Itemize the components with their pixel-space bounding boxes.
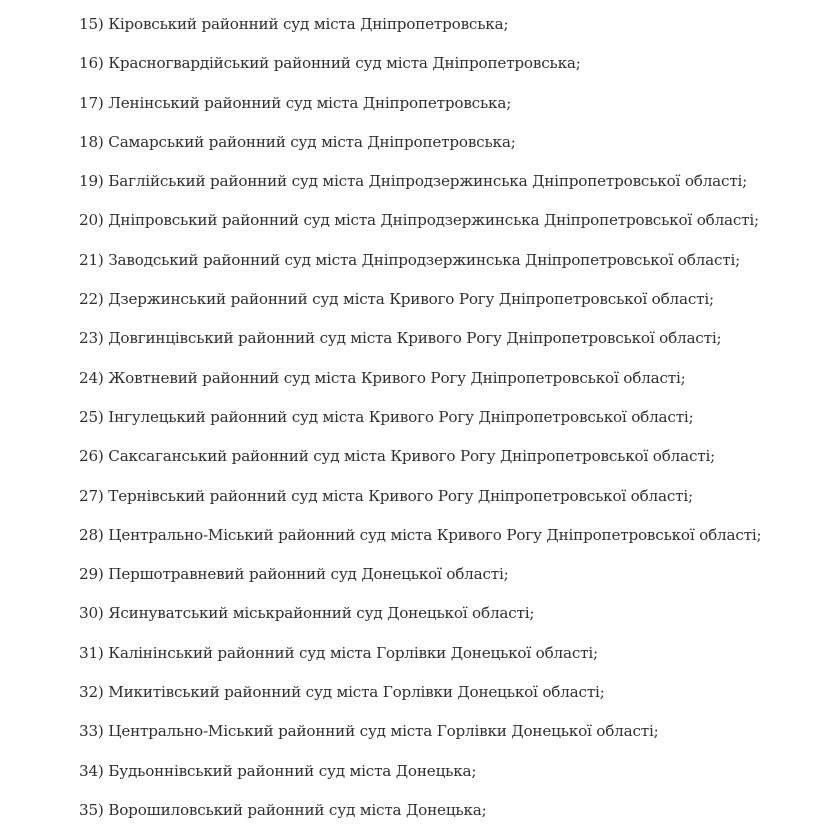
list-item (79, 89, 829, 128)
list-item-text: 18) Самарський районний суд міста Дніпропетровська; (79, 132, 516, 151)
list-item (79, 442, 829, 481)
list-item (79, 246, 829, 285)
list-item (79, 364, 829, 403)
list-item (79, 757, 829, 796)
list-item (79, 128, 829, 167)
list-item (79, 482, 829, 521)
list-item (79, 717, 829, 756)
list-item-text: 34) Будьоннівський районний суд міста Донецька; (79, 761, 477, 780)
list-item (79, 678, 829, 717)
list-item-text: 29) Першотравневий районний суд Донецької області; (79, 565, 509, 584)
list-item-text: 31) Калінінський районний суд міста Горлівки Донецької області; (79, 643, 598, 662)
list-item-text: 15) Кіровський районний суд міста Дніпропетровська; (79, 15, 509, 33)
list-item-text: 30) Ясинуватський міськрайонний суд Донецької області; (79, 604, 535, 623)
list-item (79, 10, 829, 49)
list-item-text: 16) Красногвардійський районний суд міста Дніпропетровська; (79, 54, 581, 73)
list-item (79, 49, 829, 88)
list-item-text: 17) Ленінський районний суд міста Дніпропетровська; (79, 93, 512, 112)
list-item-text: 32) Микитівський районний суд міста Горлівки Донецької області; (79, 683, 605, 702)
list-item-text: 24) Жовтневий районний суд міста Кривого Рогу Дніпропетровської області; (79, 368, 686, 387)
list-item (79, 639, 829, 678)
list-item-text: 35) Ворошиловський районний суд міста Донецька; (79, 800, 487, 819)
list-item-text: 25) Інгулецький районний суд міста Кривого Рогу Дніпропетровської області; (79, 407, 694, 426)
list-item-text: 23) Довгинцівський районний суд міста Кривого Рогу Дніпропетровської області; (79, 329, 722, 348)
list-item (79, 521, 829, 560)
list-item (79, 560, 829, 599)
list-item (79, 285, 829, 324)
list-item-text: 22) Дзержинський районний суд міста Кривого Рогу Дніпропетровської області; (79, 290, 714, 309)
list-item (79, 796, 829, 835)
list-item-text: 33) Центрально-Міський районний суд міста Горлівки Донецької області; (79, 722, 659, 741)
list-item-text: 27) Тернівський районний суд міста Кривого Рогу Дніпропетровської області; (79, 486, 693, 505)
list-item (79, 403, 829, 442)
list-item-text: 26) Саксаганський районний суд міста Кривого Рогу Дніпропетровської області; (79, 447, 716, 466)
list-item (79, 167, 829, 206)
list-item-text: 20) Дніпровський районний суд міста Дніпродзержинська Дніпропетровської області; (79, 211, 759, 230)
court-list (79, 10, 829, 835)
list-item (79, 324, 829, 363)
list-item-text: 21) Заводський районний суд міста Дніпродзержинська Дніпропетровської області; (79, 250, 741, 269)
list-item (79, 599, 829, 638)
list-item (79, 206, 829, 245)
list-item-text: 19) Баглійський районний суд міста Дніпродзержинська Дніпропетровської області; (79, 172, 748, 191)
list-item-text: 28) Центрально-Міський районний суд міста Кривого Рогу Дніпропетровської області; (79, 525, 762, 544)
